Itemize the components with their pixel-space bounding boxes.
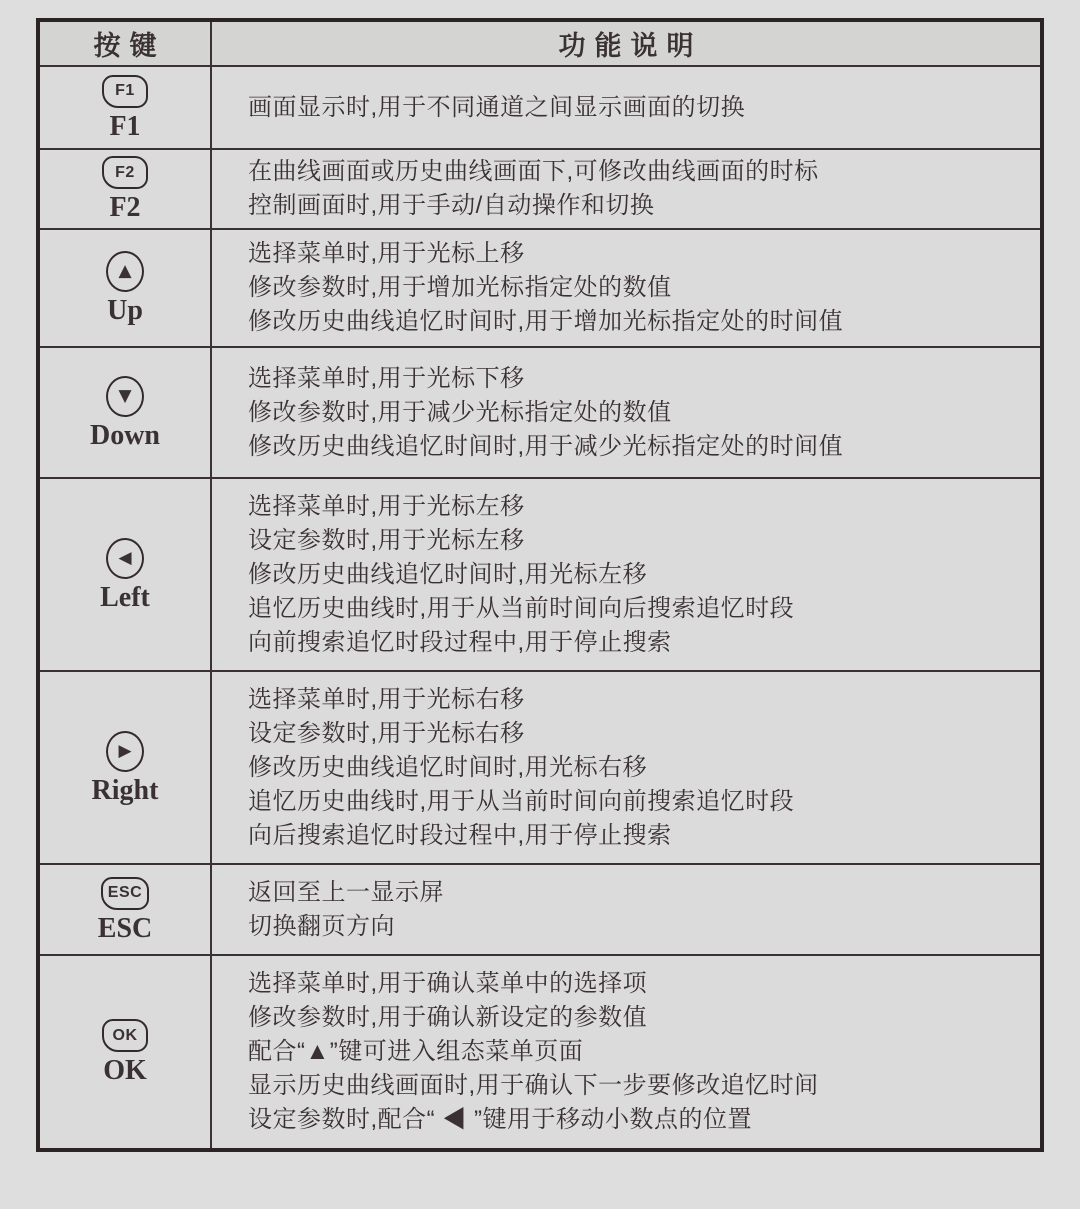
- description-line: 画面显示时,用于不同通道之间显示画面的切换: [248, 93, 746, 121]
- table-row-down: [40, 348, 1040, 479]
- right-key-label: Right: [91, 774, 159, 806]
- description-line: 设定参数时,配合“ ◀ ”键用于移动小数点的位置: [248, 1106, 752, 1133]
- key-cell-left: [40, 479, 212, 670]
- description-line: 向后搜索追忆时段过程中,用于停止搜索: [248, 821, 672, 849]
- description-line: 显示历史曲线画面时,用于确认下一步要修改追忆时间: [248, 1072, 819, 1099]
- left-arrow-key-icon: ◀: [106, 538, 144, 579]
- description-cell-f1: [212, 67, 1040, 148]
- description-line: 返回至上一显示屏: [248, 878, 444, 906]
- description-line: 修改历史曲线追忆时间时,用于增加光标指定处的时间值: [248, 308, 844, 335]
- left-key-label: Left: [100, 581, 150, 613]
- description-cell-right: [212, 672, 1040, 863]
- key-cell-esc: [40, 865, 212, 954]
- description-cell-up: [212, 230, 1040, 346]
- key-function-table: [36, 18, 1044, 1152]
- description-line: 修改参数时,用于确认新设定的参数值: [248, 1004, 648, 1031]
- description-line: 控制画面时,用于手动/自动操作和切换: [248, 192, 655, 219]
- up-arrow-key-icon: ▲: [106, 251, 144, 292]
- key-cell-ok: [40, 956, 212, 1148]
- right-arrow-key-icon: ▶: [106, 731, 144, 772]
- table-row-f1: [40, 67, 1040, 150]
- description-cell-down: [212, 348, 1040, 477]
- key-cell-f2: [40, 150, 212, 228]
- key-cell-up: [40, 230, 212, 346]
- f2-key-label: F2: [109, 192, 141, 223]
- table-row-up: [40, 230, 1040, 348]
- table-row-esc: [40, 865, 1040, 956]
- table-row-f2: [40, 150, 1040, 230]
- description-line: 设定参数时,用于光标左移: [248, 526, 525, 554]
- description-line: 设定参数时,用于光标右移: [248, 719, 525, 747]
- table-row-right: [40, 672, 1040, 865]
- description-line: 向前搜索追忆时段过程中,用于停止搜索: [248, 628, 672, 656]
- header-description-column: 功能说明: [558, 31, 703, 61]
- description-line: 追忆历史曲线时,用于从当前时间向前搜索追忆时段: [248, 787, 795, 815]
- up-key-label: Up: [107, 295, 143, 326]
- table-row-ok: [40, 956, 1040, 1148]
- f1-key-icon: F1: [102, 75, 148, 108]
- down-key-label: Down: [89, 419, 160, 451]
- header-key-column: 按键: [40, 22, 212, 65]
- table-row-left: [40, 479, 1040, 672]
- description-line: 追忆历史曲线时,用于从当前时间向后搜索追忆时段: [248, 594, 795, 622]
- description-line: 修改历史曲线追忆时间时,用光标左移: [248, 560, 648, 588]
- description-line: 选择菜单时,用于确认菜单中的选择项: [248, 970, 648, 997]
- description-cell-esc: [212, 865, 1040, 954]
- description-line: 在曲线画面或历史曲线画面下,可修改曲线画面的时标: [248, 158, 819, 185]
- description-line: 切换翻页方向: [248, 912, 395, 940]
- description-line: 修改参数时,用于增加光标指定处的数值: [248, 274, 672, 301]
- description-cell-f2: [212, 150, 1040, 228]
- ok-key-label: OK: [103, 1055, 147, 1086]
- description-line: 修改历史曲线追忆时间时,用于减少光标指定处的时间值: [248, 432, 844, 460]
- key-cell-f1: [40, 67, 212, 148]
- ok-key-icon: OK: [102, 1019, 148, 1052]
- description-cell-left: [212, 479, 1040, 670]
- esc-key-icon: ESC: [101, 877, 149, 910]
- down-arrow-key-icon: ▼: [106, 376, 144, 417]
- f2-key-icon: F2: [102, 156, 148, 189]
- key-cell-down: [40, 348, 212, 477]
- table-header-row: [40, 22, 1040, 67]
- description-cell-ok: [212, 956, 1040, 1148]
- description-line: 选择菜单时,用于光标右移: [248, 685, 525, 713]
- description-line: 选择菜单时,用于光标下移: [248, 364, 525, 392]
- description-line: 选择菜单时,用于光标上移: [248, 240, 525, 267]
- description-line: 修改历史曲线追忆时间时,用光标右移: [248, 753, 648, 781]
- description-line: 选择菜单时,用于光标左移: [248, 492, 525, 520]
- key-cell-right: [40, 672, 212, 863]
- description-line: 修改参数时,用于减少光标指定处的数值: [248, 398, 672, 426]
- description-line: 配合“▲”键可进入组态菜单页面: [248, 1038, 584, 1065]
- esc-key-label: ESC: [97, 912, 153, 944]
- f1-key-label: F1: [109, 110, 141, 142]
